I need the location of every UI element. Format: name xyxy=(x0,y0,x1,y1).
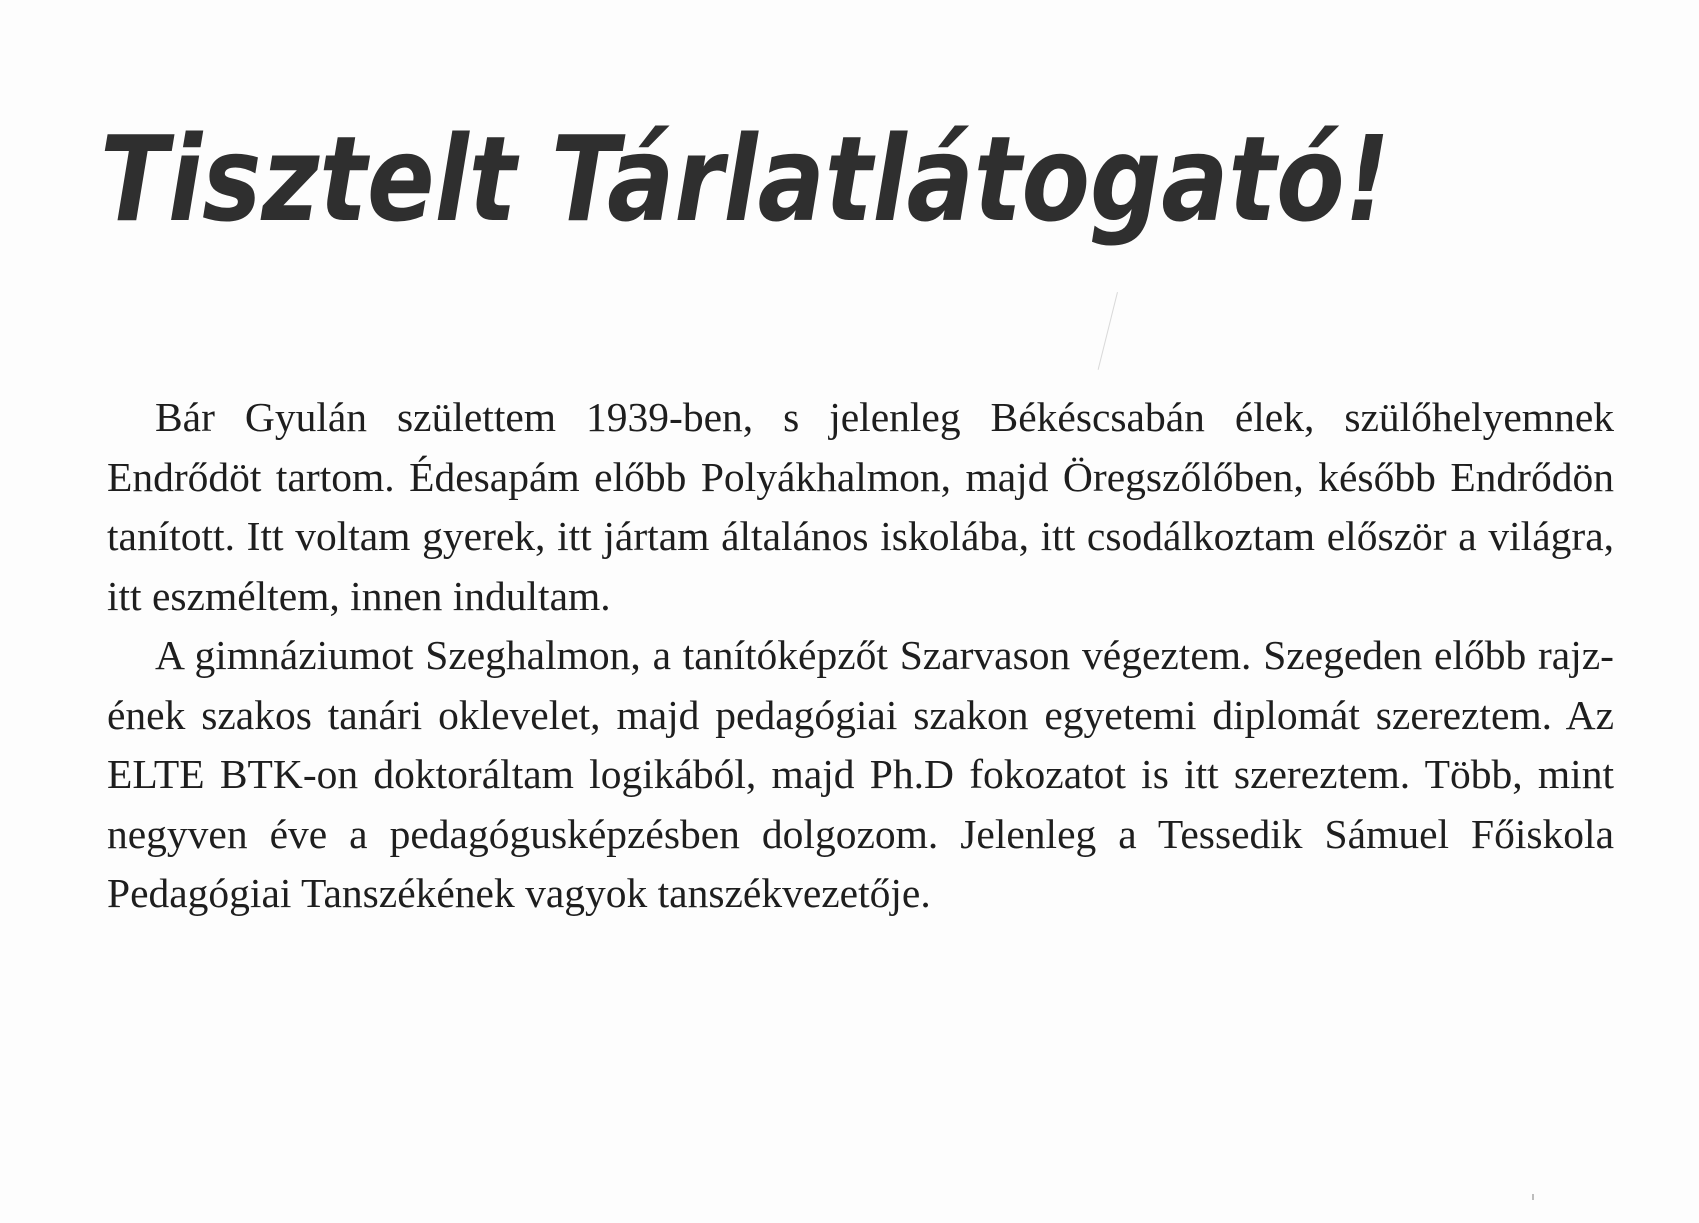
paragraph-2: A gimnáziumot Szeghalmon, a tanítóképzőt Szarvason végeztem. Szegeden előbb rajz-ének szakos tanári oklevelet, majd pedagógiai szakon egyetemi diplomát szereztem. Az ELTE BTK-on doktoráltam logikából, majd Ph.D fokozatot is itt szereztem. Több, mint negyven éve a pedagógusképzésben dolgozom. Jelenleg a Tessedik Sámuel Főiskola Pedagógiai Tanszékének vagyok tanszékvezetője. xyxy=(107,632,1614,916)
handwritten-heading-art xyxy=(100,108,1400,308)
scan-speck xyxy=(1532,1194,1534,1200)
paragraph-1: Bár Gyulán születtem 1939-ben, s jelenleg Békéscsabán élek, szülőhelyemnek Endrődöt tartom. Édesapám előbb Polyákhalmon, majd Öregszőlőben, később Endrődön tanított. Itt voltam gyerek, itt jártam általános iskolába, itt csodálkoztam először a világra, itt eszméltem, innen indultam. xyxy=(107,394,1614,619)
handwritten-heading xyxy=(100,108,1400,308)
body-text xyxy=(107,388,1614,924)
heading-text: Tisztelt Tárlatlátogató! xyxy=(100,110,1390,248)
